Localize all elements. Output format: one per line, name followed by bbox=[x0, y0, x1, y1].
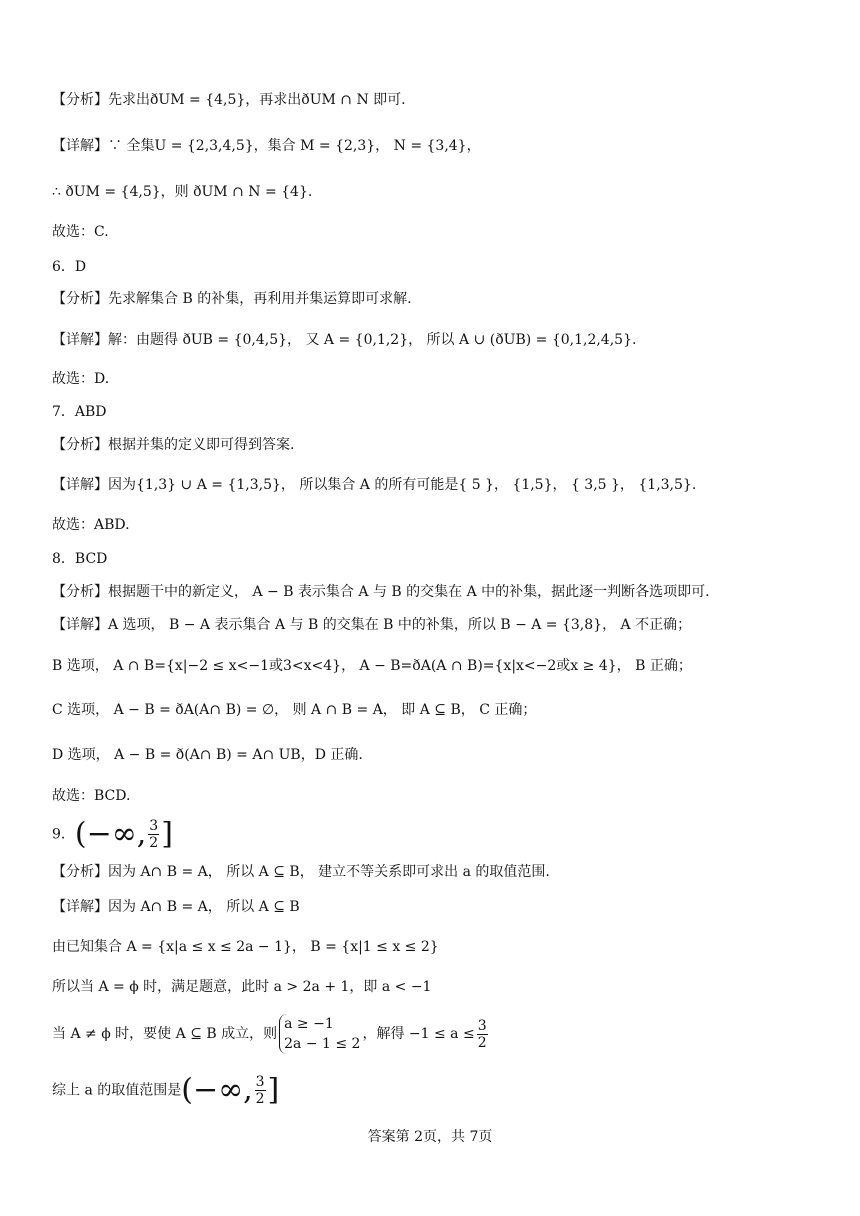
case2-prefix: 当 A ≠ ϕ 时，要使 A ⊆ B 成立，则 bbox=[52, 1026, 278, 1042]
page-footer: 答案第 2页，共 7页 bbox=[367, 1129, 493, 1145]
q9-label: 9． bbox=[52, 826, 75, 843]
conclusion-fraction bbox=[255, 1074, 266, 1107]
q6-header: 6．D bbox=[52, 259, 87, 275]
conclusion-prefix: 综上 a 的取值范围是 bbox=[52, 1082, 182, 1099]
detail-8-c: C 选项， A − B = ðA(A∩ B) = ∅， 则 A ∩ B = A， 即 A ⊆ B， C 正确； bbox=[52, 702, 537, 718]
detail-6: 【详解】解：由题得 ðUB = {0,4,5}， 又 A = {0,1,2}， 所以 A ∪ (ðUB) = {0,1,2,4,5}. bbox=[52, 332, 637, 348]
conclusion-interval-open: (−∞, bbox=[181, 1072, 253, 1108]
detail-9-line3: 所以当 A = ϕ 时，满足题意，此时 a > 2a + 1，即 a < −1 bbox=[52, 979, 432, 995]
detail-9-line1: 【详解】因为 A∩ B = A， 所以 A ⊆ B bbox=[52, 899, 300, 915]
detail-8-a: 【详解】A 选项， B − A 表示集合 A 与 B 的交集在 B 中的补集，所以 B − A = {3,8}， A 不正确； bbox=[52, 617, 692, 633]
q9-fraction bbox=[148, 818, 159, 851]
detail-8-b: B 选项， A ∩ B={x|−2 ≤ x<−1或3<x<4}， A − B=ðA(A ∩ B)={x|x<−2或x ≥ 4}， B 正确； bbox=[52, 658, 692, 674]
case2-mid: ，解得 −1 ≤ a ≤ bbox=[362, 1026, 475, 1042]
detail-9-line2: 由已知集合 A = {x|a ≤ x ≤ 2a − 1}， B = {x|1 ≤ x ≤ 2} bbox=[52, 939, 439, 955]
q9-interval-close: ] bbox=[161, 816, 173, 852]
analysis-5: 【分析】先求出ðUM = {4,5}，再求出ðUM ∩ N 即可. bbox=[52, 92, 406, 108]
detail-5-line2: ∴ ðUM = {4,5}，则 ðUM ∩ N = {4}. bbox=[52, 184, 313, 200]
detail-8-d: D 选项， A − B = ð(A∩ B) = A∩ UB，D 正确. bbox=[52, 747, 363, 763]
conclusion-9 bbox=[52, 1074, 820, 1107]
case2-denominator: 2 bbox=[477, 1034, 487, 1051]
conclusion-numerator: 3 bbox=[255, 1074, 265, 1090]
detail-9-case2 bbox=[52, 1014, 820, 1054]
case2-fraction bbox=[477, 1018, 488, 1051]
q9-header bbox=[52, 818, 820, 851]
q9-denominator: 2 bbox=[149, 835, 159, 851]
choice-7: 故选：ABD. bbox=[52, 517, 130, 533]
q9-interval-open: (−∞, bbox=[74, 816, 147, 852]
q7-header: 7．ABD bbox=[52, 404, 107, 420]
conclusion-interval-close: ] bbox=[267, 1072, 280, 1108]
detail-5-line1: 【详解】∵ 全集U = {2,3,4,5}，集合 M = {2,3}， N = {3,4}， bbox=[52, 138, 481, 154]
detail-7: 【详解】因为{1,3} ∪ A = {1,3,5}， 所以集合 A 的所有可能是{ 5 }， {1,5}， { 3,5 }， {1,3,5}. bbox=[52, 477, 697, 493]
q8-header: 8．BCD bbox=[52, 551, 108, 567]
choice-5: 故选：C. bbox=[52, 224, 109, 240]
q9-numerator: 3 bbox=[149, 818, 159, 834]
inequality-system bbox=[279, 1014, 360, 1054]
choice-8: 故选：BCD. bbox=[52, 788, 131, 804]
analysis-7: 【分析】根据并集的定义即可得到答案. bbox=[52, 437, 295, 453]
analysis-9: 【分析】因为 A∩ B = A， 所以 A ⊆ B， 建立不等关系即可求出 a 的取值范围. bbox=[52, 864, 550, 880]
conclusion-denominator: 2 bbox=[255, 1091, 265, 1107]
system-row-2: 2a − 1 ≤ 2 bbox=[284, 1036, 361, 1052]
case2-numerator: 3 bbox=[477, 1017, 487, 1034]
analysis-8: 【分析】根据题干中的新定义， A − B 表示集合 A 与 B 的交集在 A 中的补集，据此逐一判断各选项即可. bbox=[52, 584, 710, 600]
analysis-6: 【分析】先求解集合 B 的补集，再利用并集运算即可求解. bbox=[52, 291, 412, 307]
choice-6: 故选：D. bbox=[52, 371, 110, 387]
system-row-1: a ≥ −1 bbox=[284, 1016, 334, 1032]
